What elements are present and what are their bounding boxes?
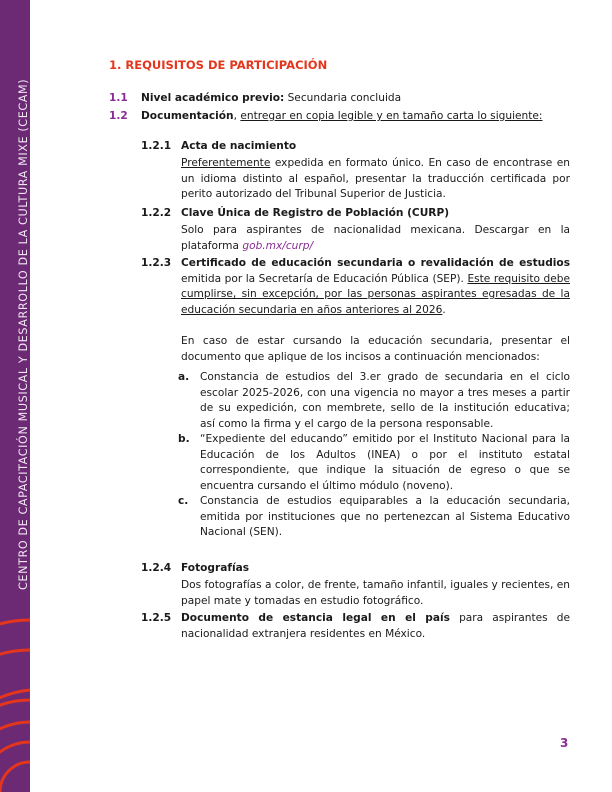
item-number: 1.2 [109, 110, 128, 122]
item-1-2-1-title: Acta de nacimiento [181, 140, 297, 152]
item-1-1 [109, 91, 128, 107]
item-1-1-content [141, 91, 401, 107]
item-1-2-3-intro: En caso de estar cursando la educación secundaria, presentar el documento que aplique de los incisos a continuación mencionados: [181, 335, 570, 363]
body-text: emitida por la Secretaría de Educación Pública (SEP). [181, 272, 468, 285]
item-1-2-3-number: 1.2.3 [141, 257, 172, 269]
option-a-text: Constancia de estudios del 3.er grado de secundaria en el ciclo escolar 2025-2026, con una vigencia no mayor a tres meses a partir de su expedición, con membrete, sello de la institución educativa; así como la firma y el cargo de la persona responsable. [200, 371, 570, 430]
decorative-arcs-icon [0, 600, 30, 792]
item-1-2-content [141, 109, 543, 125]
sidebar-institution-name: CENTRO DE CAPACITACIÓN MUSICAL Y DESARROLLO DE LA CULTURA MIXE (CECAM) [17, 78, 30, 590]
section-title: 1. REQUISITOS DE PARTICIPACIÓN [109, 58, 328, 72]
item-title: Documento de estancia legal en el país [181, 612, 450, 624]
item-label: Documentación [141, 110, 234, 122]
item-1-2-2-title: Clave Única de Registro de Población (CURP) [181, 207, 450, 219]
item-1-2-2-number: 1.2.2 [141, 207, 172, 219]
option-c-letter: c. [178, 495, 189, 507]
underlined-text: Preferentemente [181, 157, 271, 169]
underlined-text: Este requisito debe cumplirse, sin excepción, por las personas aspirantes egresadas de la educación secundaria en años anteriores al 2026 [181, 272, 570, 316]
item-text: entregar en copia legible y en tamaño carta lo siguiente: [240, 110, 543, 122]
body-text: expedida en formato único. En caso de encontrase en un idioma distinto al español, presentar la traducción certificada por perito autorizado del Tribunal Superior de Justicia. [181, 157, 570, 200]
item-text: Secundaria concluida [284, 92, 402, 104]
option-b-letter: b. [178, 433, 190, 445]
curp-link[interactable]: gob.mx/curp/ [242, 239, 314, 252]
option-c-text: Constancia de estudios equiparables a la educación secundaria, emitida por instituciones que no pertenezcan al Sistema Educativo Nacional (SEN). [200, 495, 570, 538]
item-1-2-4-title: Fotografías [181, 562, 250, 574]
item-1-2-5-body [181, 611, 570, 642]
item-1-2 [109, 109, 128, 125]
item-number: 1.1 [109, 92, 128, 104]
item-1-2-5-number: 1.2.5 [141, 612, 172, 624]
item-1-2-4-number: 1.2.4 [141, 562, 172, 574]
item-1-2-1-number: 1.2.1 [141, 140, 172, 152]
item-1-2-4-body: Dos fotografías a color, de frente, tamaño infantil, iguales y recientes, en papel mate y tomadas en estudio fotográfico. [181, 579, 570, 607]
item-1-2-2-body [181, 223, 570, 254]
sidebar-banner [0, 0, 30, 792]
body-text: para aspirantes de nacionalidad extranjera residentes en México. [181, 612, 570, 640]
item-1-2-3-body [181, 256, 570, 318]
option-a-letter: a. [178, 371, 190, 383]
page-number: 3 [560, 736, 569, 750]
item-1-2-1-body [181, 156, 570, 203]
end-text: . [442, 303, 446, 316]
body-text: Solo para aspirantes de nacionalidad mexicana. Descargar en la plataforma [181, 224, 570, 252]
option-b-text: “Expediente del educando” emitido por el Instituto Nacional para la Educación de los Adultos (INEA) o por el instituto estatal correspondiente, que indique la situación de egreso o que se encuentra cursando el último módulo (noveno). [200, 433, 570, 492]
item-label: Nivel académico previo: [141, 92, 285, 104]
item-separator: , [233, 110, 241, 122]
item-title: Certificado de educación secundaria o revalidación de estudios [181, 257, 570, 269]
